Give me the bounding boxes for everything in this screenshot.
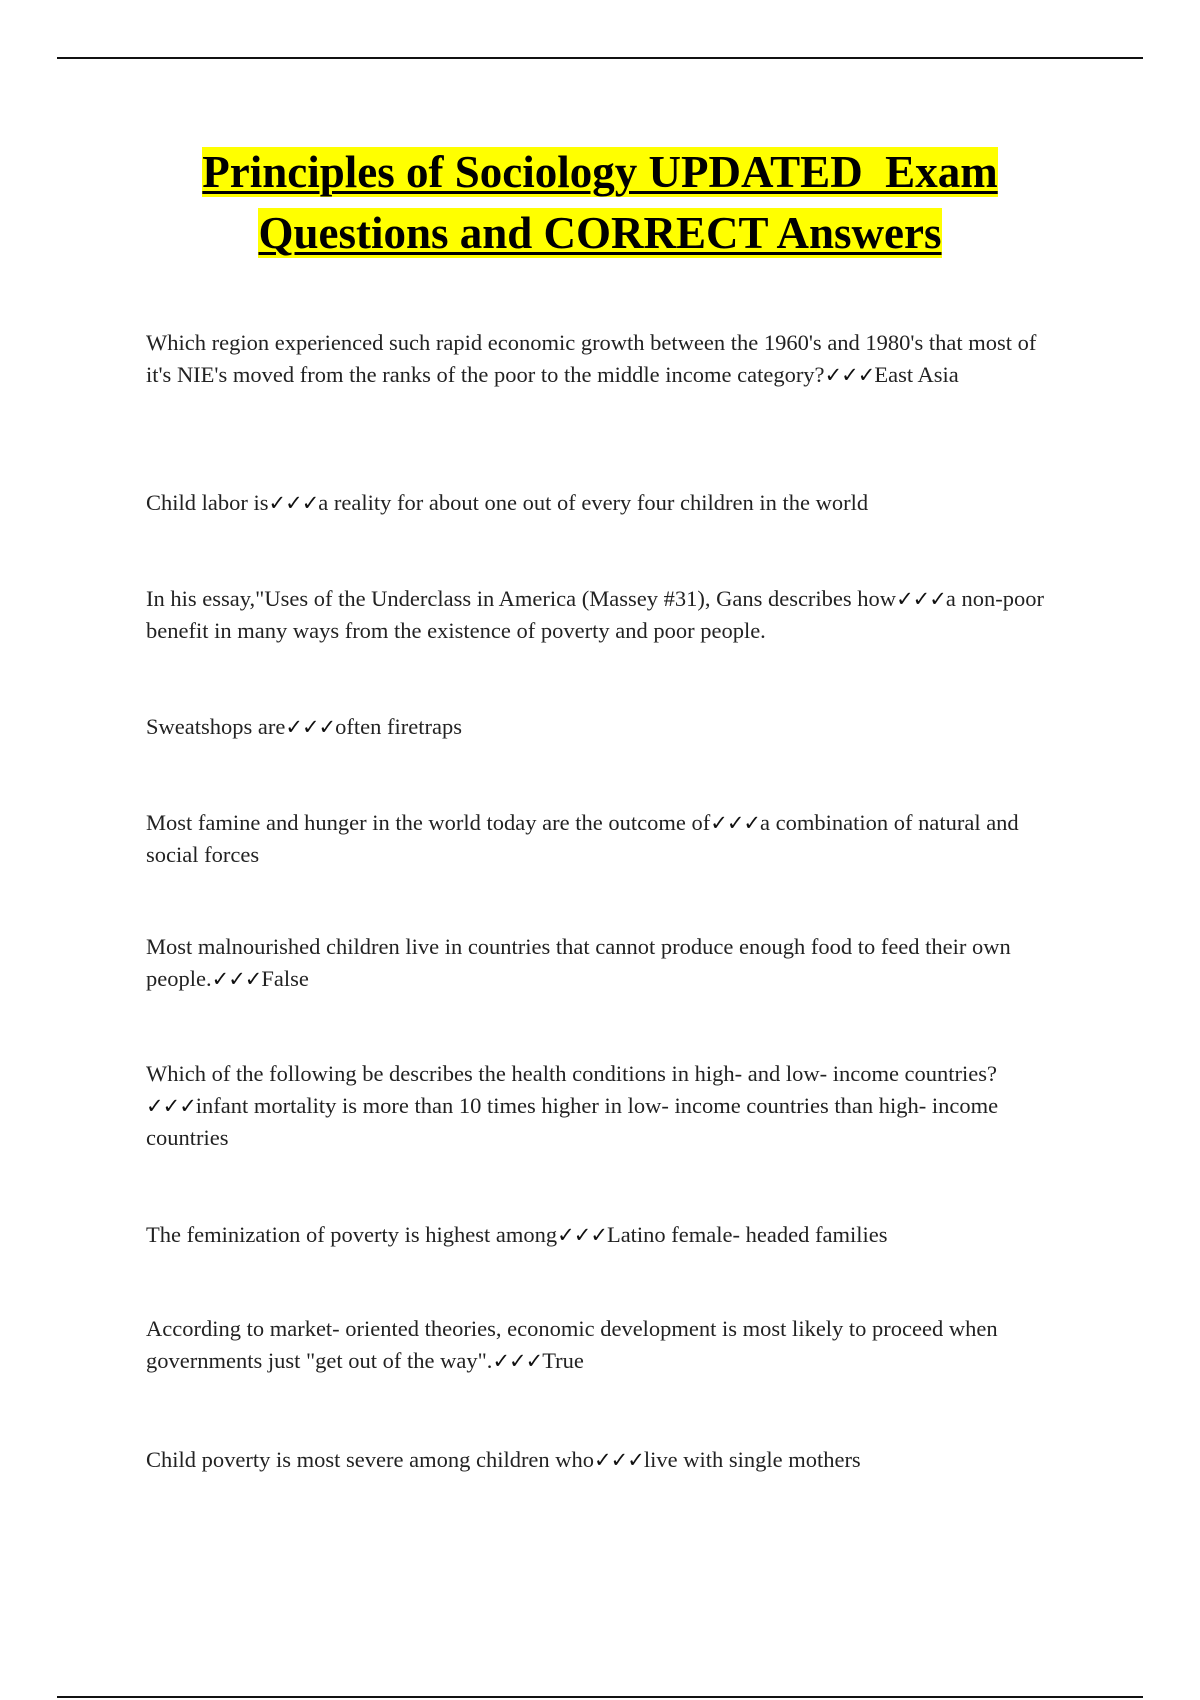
checkmarks-icon: ✓✓✓ [710, 811, 761, 835]
answer-text: a non-poor benefit in many ways from the existence of poverty and poor people. [146, 586, 1044, 643]
question-text: Child poverty is most severe among children who [146, 1447, 595, 1472]
title-line-1: Principles of Sociology UPDATED Exam [202, 147, 998, 197]
checkmarks-icon: ✓✓✓ [285, 715, 336, 739]
qa-item-8 [146, 1219, 1066, 1251]
qa-item-4 [146, 711, 1066, 743]
top-rule [57, 57, 1143, 59]
checkmarks-icon: ✓✓✓ [268, 491, 319, 515]
checkmarks-icon: ✓✓✓ [146, 1094, 196, 1118]
checkmarks-icon: ✓✓✓ [211, 967, 262, 991]
qa-item-10 [146, 1444, 1066, 1476]
qa-item-5 [146, 807, 1066, 871]
qa-item-1 [146, 327, 1066, 391]
answer-text: True [542, 1348, 584, 1373]
question-text: The feminization of poverty is highest among [146, 1222, 558, 1247]
answer-text: infant mortality is more than 10 times higher in low- income countries than high- income countries [146, 1093, 999, 1150]
question-text: Most malnourished children live in countries that cannot produce enough food to feed their own people. [146, 934, 1011, 991]
question-text: Which of the following be describes the health conditions in high- and low- income countries? [146, 1061, 998, 1086]
answer-text: Latino female- headed families [606, 1222, 888, 1247]
checkmarks-icon: ✓✓✓ [594, 1448, 644, 1472]
qa-item-7 [146, 1058, 1066, 1154]
answer-text: East Asia [874, 362, 959, 387]
question-text: Most famine and hunger in the world today are the outcome of [146, 810, 711, 835]
question-text: Which region experienced such rapid economic growth between the 1960's and 1980's that most of it's NIE's moved from the ranks of the poor to the middle income category? [146, 330, 1037, 387]
answer-text: False [261, 966, 309, 991]
answer-text: live with single mothers [643, 1447, 861, 1472]
question-text: Sweatshops are [146, 714, 286, 739]
qa-item-2 [146, 487, 1066, 519]
question-text: According to market- oriented theories, economic development is most likely to proceed when governments just "get out of the way". [146, 1316, 998, 1373]
answer-text: often firetraps [335, 714, 462, 739]
checkmarks-icon: ✓✓✓ [896, 587, 946, 611]
title-line-2: Questions and CORRECT Answers [258, 208, 942, 258]
checkmarks-icon: ✓✓✓ [492, 1349, 543, 1373]
answer-text: a reality for about one out of every four children in the world [318, 490, 869, 515]
qa-item-9 [146, 1313, 1066, 1377]
question-text: Child labor is [146, 490, 269, 515]
page-title [60, 142, 1140, 264]
checkmarks-icon: ✓✓✓ [824, 363, 875, 387]
qa-item-3 [146, 583, 1066, 647]
bottom-rule [57, 1696, 1143, 1698]
question-text: In his essay,"Uses of the Underclass in America (Massey #31), Gans describes how [146, 586, 897, 611]
checkmarks-icon: ✓✓✓ [557, 1223, 607, 1247]
answer-text: a combination of natural and social forces [146, 810, 1019, 867]
qa-item-6 [146, 931, 1066, 995]
